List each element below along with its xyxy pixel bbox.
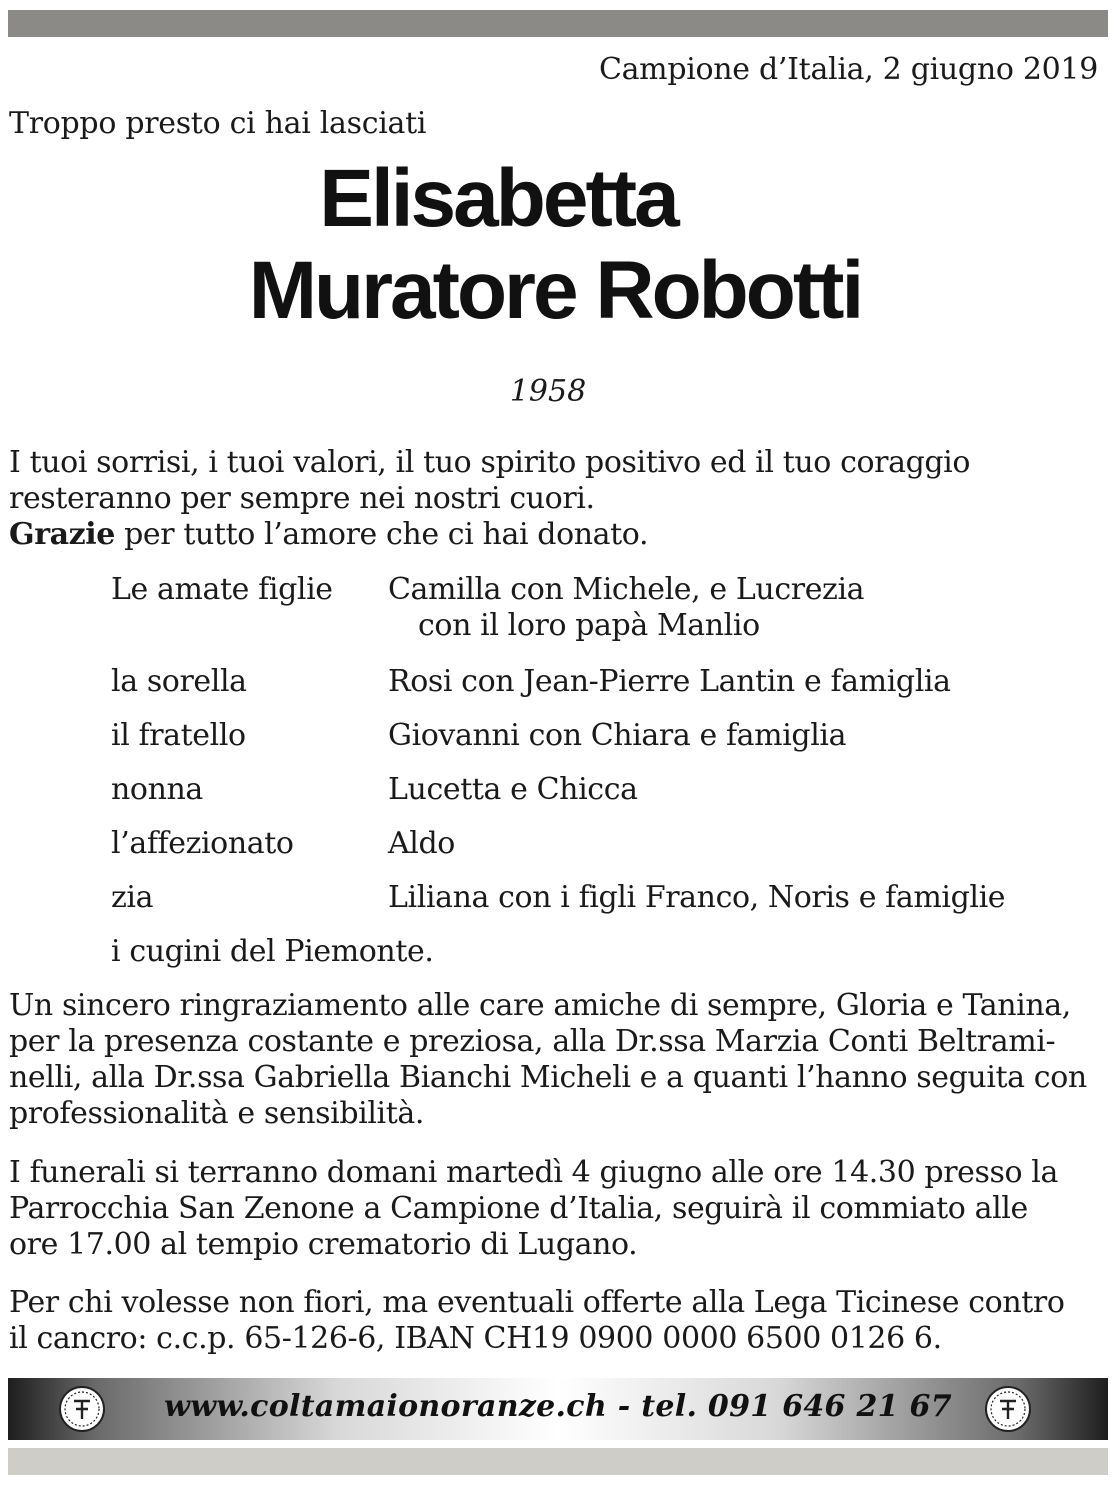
cousins-line: i cugini del Piemonte. xyxy=(111,934,434,969)
ack-line: per la presenza costante e preziosa, alla Dr.ssa Marzia Conti Beltrami- xyxy=(9,1024,1056,1059)
relatives: Aldo xyxy=(388,826,455,861)
donation-line: Per chi volesse non fiori, ma eventuali offerte alla Lega Ticinese contro xyxy=(9,1285,1065,1320)
family-row xyxy=(111,826,1111,866)
funeral-line: ore 17.00 al tempio crematorio di Lugano. xyxy=(9,1227,638,1262)
relatives: Giovanni con Chiara e famiglia xyxy=(388,718,847,753)
bottom-rule xyxy=(8,1448,1108,1475)
funeral-home-emblem-icon xyxy=(984,1385,1032,1433)
thanks-line xyxy=(9,517,1104,553)
relation: la sorella xyxy=(111,664,247,699)
funeral-line: Parrocchia San Zenone a Campione d’Italia, seguirà il commiato alle xyxy=(9,1191,1028,1226)
relatives: Camilla con Michele, e Lucrezia xyxy=(388,572,865,607)
birth-year: 1958 xyxy=(509,374,587,409)
place-date: Campione d’Italia, 2 giugno 2019 xyxy=(598,52,1098,87)
farewell-message xyxy=(9,445,1104,553)
ack-line: Un sincero ringraziamento alle care amiche di sempre, Gloria e Tanina, xyxy=(9,988,1071,1023)
relation: l’affezionato xyxy=(111,826,294,861)
thanks-rest: per tutto l’amore che ci hai donato. xyxy=(114,517,649,552)
deceased-surname: Muratore Robotti xyxy=(248,245,862,336)
relatives: Rosi con Jean-Pierre Lantin e famiglia xyxy=(388,664,951,699)
family-row xyxy=(111,772,1111,812)
relatives: Liliana con i figli Franco, Noris e famiglie xyxy=(388,880,1006,915)
ack-line: nelli, alla Dr.ssa Gabriella Bianchi Micheli e a quanti l’hanno seguita con xyxy=(9,1060,1087,1095)
relation: Le amate figlie xyxy=(111,572,333,607)
ack-line: professionalità e sensibilità. xyxy=(9,1096,425,1131)
relation: il fratello xyxy=(111,718,246,753)
relatives-cont: con il loro papà Manlio xyxy=(418,608,760,643)
message-line: resteranno per sempre nei nostri cuori. xyxy=(9,481,595,516)
relation: nonna xyxy=(111,772,203,807)
family-row xyxy=(111,664,1111,704)
opening-line: Troppo presto ci hai lasciati xyxy=(9,106,427,141)
relation: zia xyxy=(111,880,154,915)
deceased-first-name: Elisabetta xyxy=(319,153,677,244)
relatives: Lucetta e Chicca xyxy=(388,772,638,807)
footer-contact: www.coltamaionoranze.ch - tel. 091 646 21 67 xyxy=(164,1389,952,1424)
funeral-line: I funerali si terranno domani martedì 4 giugno alle ore 14.30 presso la xyxy=(9,1155,1058,1190)
thanks-bold: Grazie xyxy=(9,517,115,552)
family-row xyxy=(111,718,1111,758)
family-row xyxy=(111,572,1111,643)
footer-banner xyxy=(8,1378,1108,1440)
funeral-paragraph xyxy=(9,1155,1104,1263)
message-line: I tuoi sorrisi, i tuoi valori, il tuo spirito positivo ed il tuo coraggio xyxy=(9,445,971,480)
donation-line: il cancro: c.c.p. 65-126-6, IBAN CH19 0900 0000 6500 0126 6. xyxy=(9,1321,942,1356)
acknowledgement-paragraph xyxy=(9,988,1104,1132)
donations-paragraph xyxy=(9,1285,1104,1357)
family-row xyxy=(111,880,1111,920)
top-rule xyxy=(8,10,1108,37)
